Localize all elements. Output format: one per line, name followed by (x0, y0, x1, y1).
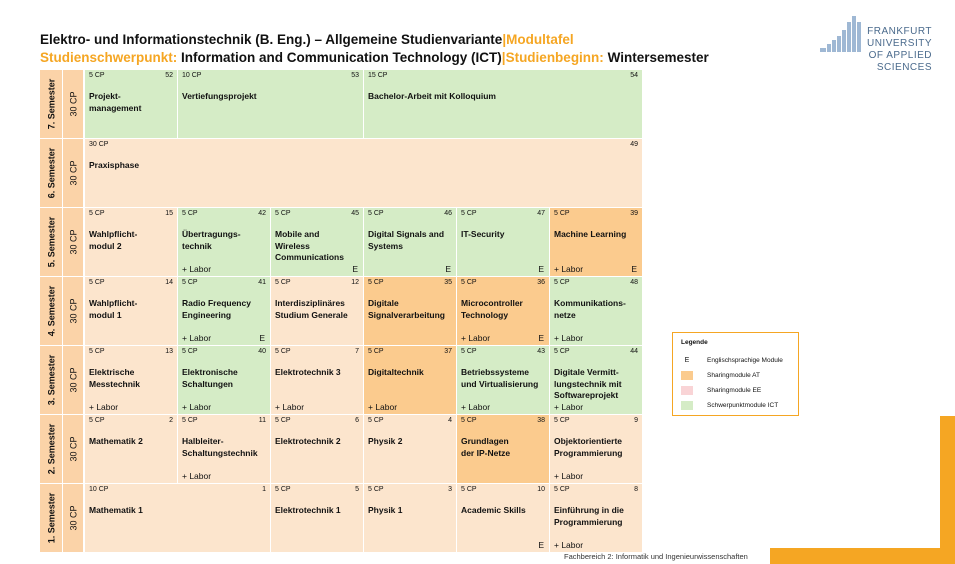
module-name: Elektrotechnik 3 (275, 367, 341, 377)
semester-label (40, 346, 62, 414)
legend-swatch (681, 371, 693, 380)
module-number: 45 (351, 210, 359, 217)
semester-name: 5. Semester (46, 216, 57, 268)
module-cp: 5 CP (275, 279, 291, 286)
module-name: Digital Signals and Systems (368, 229, 445, 251)
semester-cp-label (63, 415, 83, 483)
module-cell[interactable] (457, 484, 549, 552)
module-cp: 10 CP (89, 486, 109, 493)
module-cp: 5 CP (182, 417, 198, 424)
module-cp: 5 CP (368, 210, 384, 217)
module-number: 46 (444, 210, 452, 217)
module-labor: + Labor (554, 540, 584, 550)
module-cell[interactable] (271, 208, 363, 276)
legend-item-english (681, 355, 783, 365)
module-cell[interactable] (271, 277, 363, 345)
module-cell[interactable] (85, 415, 177, 483)
module-cp: 10 CP (182, 72, 202, 79)
semester-cp: 30 CP (68, 367, 79, 393)
module-name: Elektronische Schaltungen (182, 367, 238, 389)
module-cell[interactable] (85, 139, 642, 207)
module-labor: + Labor (554, 264, 584, 274)
module-cell[interactable] (550, 346, 642, 414)
module-name: IT-Security (461, 229, 505, 239)
module-name: Physik 1 (368, 505, 403, 515)
module-labor: + Labor (89, 402, 119, 412)
legend-swatch (681, 386, 693, 395)
subtitle-value-start: Wintersemester (607, 50, 709, 65)
module-name: Betriebssysteme und Virtualisierung (461, 367, 539, 389)
module-cp: 15 CP (368, 72, 388, 79)
module-cp: 5 CP (461, 348, 477, 355)
semester-cp-label (63, 277, 83, 345)
module-name: Objektorientierte Programmierung (554, 436, 623, 458)
module-labor: + Labor (554, 402, 584, 412)
module-english-flag: E (352, 264, 358, 274)
module-number: 10 (537, 486, 545, 493)
module-cp: 5 CP (275, 486, 291, 493)
module-name: Elektrische Messtechnik (89, 367, 141, 389)
semester-cp: 30 CP (68, 298, 79, 324)
module-name: Digitaltechnik (368, 367, 424, 377)
legend (672, 332, 799, 416)
module-cell[interactable] (271, 484, 363, 552)
semester-label (40, 415, 62, 483)
module-cell[interactable] (364, 415, 456, 483)
module-number: 49 (630, 141, 638, 148)
page-title (40, 32, 574, 47)
module-cell[interactable] (457, 346, 549, 414)
module-cp: 5 CP (554, 210, 570, 217)
module-cell[interactable] (178, 70, 363, 138)
module-name: Bachelor-Arbeit mit Kolloquium (368, 91, 496, 101)
module-cp: 5 CP (368, 486, 384, 493)
module-cell[interactable] (457, 208, 549, 276)
module-cell[interactable] (178, 346, 270, 414)
footer-text: Fachbereich 2: Informatik und Ingenieurwissenschaften (564, 552, 748, 561)
module-number: 6 (355, 417, 359, 424)
module-number: 53 (351, 72, 359, 79)
module-table (40, 70, 641, 554)
module-cp: 5 CP (554, 279, 570, 286)
module-number: 3 (448, 486, 452, 493)
module-name: Wahlpflicht- modul 1 (89, 298, 138, 320)
module-cell[interactable] (364, 208, 456, 276)
decorative-bar-horizontal (770, 548, 955, 564)
semester-cp-label (63, 70, 83, 138)
module-number: 37 (444, 348, 452, 355)
semester-cp-label (63, 484, 83, 552)
module-cp: 5 CP (461, 279, 477, 286)
semester-cp: 30 CP (68, 229, 79, 255)
page-subtitle (40, 50, 709, 65)
module-name: Praxisphase (89, 160, 140, 170)
module-number: 39 (630, 210, 638, 217)
module-cp: 5 CP (182, 348, 198, 355)
legend-item-ict (681, 400, 778, 410)
module-number: 12 (351, 279, 359, 286)
module-labor: + Labor (182, 264, 212, 274)
module-number: 43 (537, 348, 545, 355)
legend-label: Schwerpunktmodule ICT (707, 401, 779, 409)
semester-label (40, 208, 62, 276)
semester-name: 2. Semester (46, 423, 57, 475)
module-english-flag: E (538, 540, 544, 550)
decorative-bar-vertical (940, 416, 955, 564)
module-cell[interactable] (457, 277, 549, 345)
module-cell[interactable] (271, 415, 363, 483)
module-labor: + Labor (182, 333, 212, 343)
module-cp: 5 CP (89, 417, 105, 424)
semester-name: 1. Semester (46, 492, 57, 544)
module-name: Academic Skills (461, 505, 526, 515)
module-cell[interactable] (364, 70, 642, 138)
module-name: Mobile and Wireless Communications (275, 229, 344, 262)
module-number: 47 (537, 210, 545, 217)
legend-swatch (681, 401, 693, 410)
subtitle-separator: | (501, 50, 506, 65)
module-labor: + Labor (368, 402, 398, 412)
title-separator: | (502, 32, 507, 47)
module-english-flag: E (538, 333, 544, 343)
module-number: 7 (355, 348, 359, 355)
module-number: 41 (258, 279, 266, 286)
module-cell[interactable] (271, 346, 363, 414)
module-cell[interactable] (550, 484, 642, 552)
module-name: Radio Frequency Engineering (182, 298, 251, 320)
module-name: Projekt- management (89, 91, 142, 113)
module-number: 36 (537, 279, 545, 286)
legend-label: Sharingmodule EE (707, 386, 762, 394)
subtitle-value-focus: Information and Communication Technology (ICT) (181, 50, 502, 65)
semester-name: 4. Semester (46, 285, 57, 337)
module-labor: + Labor (461, 333, 491, 343)
module-cell[interactable] (85, 208, 177, 276)
module-cp: 5 CP (461, 210, 477, 217)
module-cp: 5 CP (275, 210, 291, 217)
module-cell[interactable] (364, 346, 456, 414)
module-cp: 5 CP (89, 279, 105, 286)
module-name: Vertiefungsprojekt (182, 91, 257, 101)
module-cell[interactable] (85, 70, 177, 138)
module-cp: 5 CP (554, 348, 570, 355)
semester-cp: 30 CP (68, 160, 79, 186)
module-name: Wahlpflicht- modul 2 (89, 229, 138, 251)
module-name: Microcontroller Technology (461, 298, 523, 320)
semester-label (40, 484, 62, 552)
module-cp: 5 CP (554, 486, 570, 493)
module-number: 35 (444, 279, 452, 286)
module-cell[interactable] (85, 484, 270, 552)
university-name (838, 26, 932, 74)
module-number: 4 (448, 417, 452, 424)
module-labor: + Labor (461, 402, 491, 412)
module-name: Elektrotechnik 2 (275, 436, 341, 446)
legend-symbol: E (684, 356, 690, 364)
module-name: Kommunikations- netze (554, 298, 626, 320)
semester-cp-label (63, 346, 83, 414)
module-number: 44 (630, 348, 638, 355)
module-number: 52 (165, 72, 173, 79)
module-number: 54 (630, 72, 638, 79)
module-number: 8 (634, 486, 638, 493)
module-number: 5 (355, 486, 359, 493)
module-cp: 5 CP (89, 210, 105, 217)
semester-label (40, 139, 62, 207)
module-english-flag: E (259, 333, 265, 343)
legend-item-at (681, 370, 760, 380)
semester-name: 6. Semester (46, 147, 57, 199)
module-cell[interactable] (364, 484, 456, 552)
module-labor: + Labor (554, 471, 584, 481)
module-cell[interactable] (550, 208, 642, 276)
module-number: 15 (165, 210, 173, 217)
module-cell[interactable] (178, 415, 270, 483)
module-cell[interactable] (85, 346, 177, 414)
semester-label (40, 70, 62, 138)
module-english-flag: E (631, 264, 637, 274)
module-number: 40 (258, 348, 266, 355)
module-cell[interactable] (178, 208, 270, 276)
module-cp: 5 CP (461, 486, 477, 493)
subtitle-label-focus: Studienschwerpunkt: (40, 50, 178, 65)
module-name: Übertragungs- technik (182, 229, 241, 251)
module-number: 11 (258, 417, 266, 424)
module-labor: + Labor (182, 471, 212, 481)
module-cp: 5 CP (368, 417, 384, 424)
module-name: Physik 2 (368, 436, 403, 446)
semester-cp-label (63, 208, 83, 276)
semester-label (40, 277, 62, 345)
legend-item-ee (681, 385, 761, 395)
module-cp: 5 CP (182, 279, 198, 286)
module-name: Digitale Vermitt- lungstechnik mit Softwareprojekt (554, 367, 622, 400)
semester-cp: 30 CP (68, 436, 79, 462)
semester-name: 3. Semester (46, 354, 57, 406)
module-cp: 5 CP (368, 279, 384, 286)
module-name: Grundlagen der IP-Netze (461, 436, 511, 458)
module-number: 1 (262, 486, 266, 493)
subtitle-label-start: Studienbeginn: (505, 50, 604, 65)
logo-line-3: OF APPLIED SCIENCES (868, 50, 932, 73)
module-cell[interactable] (364, 277, 456, 345)
module-cp: 5 CP (461, 417, 477, 424)
module-name: Digitale Signalverarbeitung (368, 298, 445, 320)
module-cp: 5 CP (89, 348, 105, 355)
module-cp: 5 CP (89, 72, 105, 79)
module-cp: 30 CP (89, 141, 109, 148)
title-main: Elektro- und Informationstechnik (B. Eng.) – Allgemeine Studienvariante (40, 32, 503, 47)
module-name: Interdisziplinäres Studium Generale (275, 298, 348, 320)
module-cp: 5 CP (554, 417, 570, 424)
logo-line-1: FRANKFURT (867, 26, 932, 37)
module-english-flag: E (445, 264, 451, 274)
module-name: Machine Learning (554, 229, 627, 239)
module-number: 13 (165, 348, 173, 355)
module-number: 9 (634, 417, 638, 424)
legend-label: Sharingmodule AT (707, 371, 760, 379)
legend-title: Legende (681, 339, 708, 346)
module-name: Mathematik 1 (89, 505, 143, 515)
module-cp: 5 CP (275, 348, 291, 355)
module-name: Mathematik 2 (89, 436, 143, 446)
module-name: Halbleiter- Schaltungstechnik (182, 436, 258, 458)
module-number: 48 (630, 279, 638, 286)
module-name: Elektrotechnik 1 (275, 505, 341, 515)
module-cell[interactable] (550, 277, 642, 345)
module-cell[interactable] (85, 277, 177, 345)
module-number: 2 (169, 417, 173, 424)
module-labor: + Labor (554, 333, 584, 343)
semester-cp: 30 CP (68, 91, 79, 117)
semester-cp-label (63, 139, 83, 207)
module-labor: + Labor (182, 402, 212, 412)
module-cp: 5 CP (182, 210, 198, 217)
module-labor: + Labor (275, 402, 305, 412)
module-cell[interactable] (457, 415, 549, 483)
module-cp: 5 CP (368, 348, 384, 355)
module-name: Einführung in die Programmierung (554, 505, 624, 527)
legend-label: Englischsprachige Module (707, 356, 783, 364)
logo-line-2: UNIVERSITY (866, 38, 932, 49)
semester-cp: 30 CP (68, 505, 79, 531)
module-cp: 5 CP (275, 417, 291, 424)
title-accent: Modultafel (506, 32, 574, 47)
module-cell[interactable] (550, 415, 642, 483)
module-cell[interactable] (178, 277, 270, 345)
module-number: 14 (165, 279, 173, 286)
module-number: 38 (537, 417, 545, 424)
module-number: 42 (258, 210, 266, 217)
module-english-flag: E (538, 264, 544, 274)
semester-name: 7. Semester (46, 78, 57, 130)
